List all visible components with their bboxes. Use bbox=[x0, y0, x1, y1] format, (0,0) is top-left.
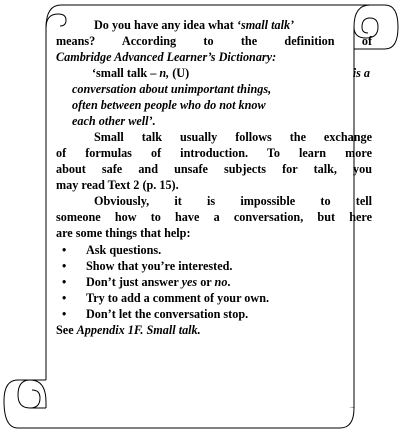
p1-term-small-talk: ‘small talk’ bbox=[236, 18, 295, 32]
definition-line-2: conversation about unimportant things, bbox=[72, 82, 272, 96]
bullet-icon: • bbox=[62, 307, 67, 321]
definition-is-a: is a bbox=[352, 66, 370, 80]
list-item bbox=[56, 307, 372, 323]
p2-line-1: Small talk usually follows the exchange bbox=[94, 130, 372, 144]
bullet-text bbox=[86, 275, 230, 291]
bullet-text: Ask questions. bbox=[86, 243, 162, 257]
definition-line-4: each other well’. bbox=[72, 114, 156, 128]
bullet-icon: • bbox=[62, 275, 67, 289]
p1-line-1 bbox=[56, 18, 372, 34]
p2-line-4: may read Text 2 (p. 15). bbox=[56, 178, 179, 192]
bullet-text: Show that you’re interested. bbox=[86, 259, 233, 273]
p3-line-2: someone how to have a conversation, but here bbox=[56, 210, 372, 224]
p1-line-3-dictionary: Cambridge Advanced Learner’s Dictionary: bbox=[56, 50, 277, 64]
p1-text: Do you have any idea what bbox=[94, 18, 237, 32]
bullet-em-yes: yes bbox=[181, 275, 198, 289]
p2-line-3: about safe and unsafe subjects for talk, you bbox=[56, 162, 372, 176]
bullet-text-part: or bbox=[197, 275, 215, 289]
bullet-icon: • bbox=[62, 243, 67, 257]
list-item bbox=[56, 243, 372, 259]
list-item bbox=[56, 259, 372, 275]
p1-line-2: means? According to the definition of bbox=[56, 34, 372, 48]
bullet-icon: • bbox=[62, 259, 67, 273]
list-item bbox=[56, 275, 372, 291]
bullet-icon: • bbox=[62, 291, 67, 305]
bullet-text-part: Don’t just answer bbox=[86, 275, 182, 289]
definition-line-1 bbox=[92, 66, 370, 82]
p3-line-3: are some things that help: bbox=[56, 226, 191, 240]
definition-line-3: often between people who do not know bbox=[72, 98, 266, 112]
bullet-text-part: . bbox=[227, 275, 231, 289]
definition-pos: n, bbox=[159, 66, 173, 80]
definition-uncountable: (U) bbox=[172, 66, 190, 80]
appendix-reference: Appendix 1F. Small talk. bbox=[76, 323, 201, 337]
bullet-text: Don’t let the conversation stop. bbox=[86, 307, 249, 321]
p3-line-1: Obviously, it is impossible to tell bbox=[94, 194, 372, 208]
p2-line-2: of formulas of introduction. To learn more bbox=[56, 146, 372, 160]
definition-headword: ‘small talk – bbox=[92, 66, 160, 80]
bullet-text: Try to add a comment of your own. bbox=[86, 291, 270, 305]
see-also-prefix: See bbox=[56, 323, 77, 337]
see-also-line bbox=[56, 323, 372, 339]
bullet-em-no: no bbox=[214, 275, 228, 289]
list-item bbox=[56, 291, 372, 307]
